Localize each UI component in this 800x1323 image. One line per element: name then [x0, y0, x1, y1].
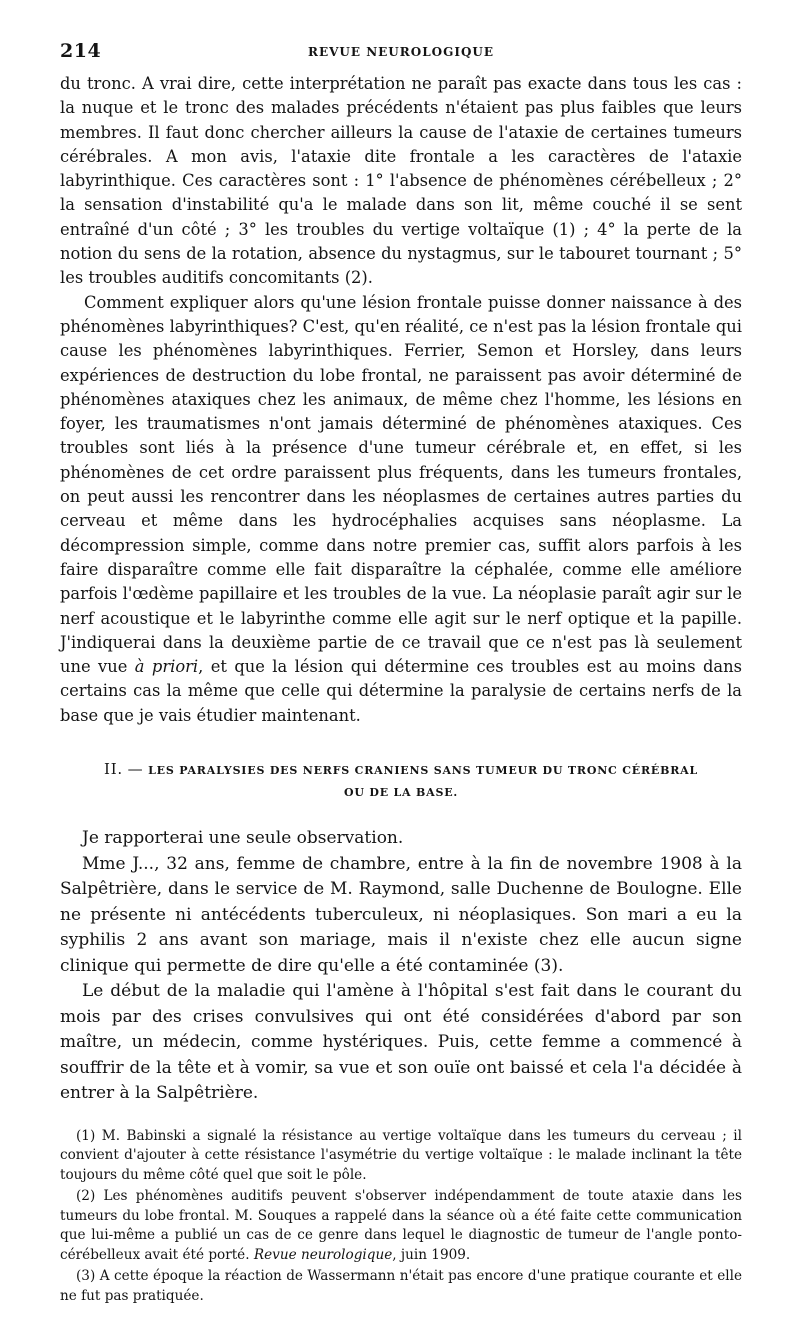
section-title-line-1: LES PARALYSIES DES NERFS CRANIENS SANS TUMEUR DU TRONC CÉRÉBRAL: [148, 764, 699, 778]
paragraph-text-end: , et que la lésion qui détermine ces troubles est au moins dans certains cas la même que celle qui détermine la paralysie de certains nerfs de la base que je vais étudier maintenant.: [60, 657, 742, 725]
paragraph-labyrinthine-explanation: [60, 291, 742, 728]
page-header: [60, 40, 742, 66]
page-number: 214: [60, 40, 102, 62]
body-text: [60, 72, 742, 728]
footnotes: [60, 1127, 742, 1307]
footnote-2: [60, 1187, 742, 1265]
page: [60, 40, 742, 1306]
running-head: REVUE NEUROLOGIQUE: [307, 45, 495, 59]
section-heading: [60, 758, 742, 804]
footnote-1: (1) M. Babinski a signalé la résistance au vertige voltaïque dans les tumeurs du cerveau ; il convient d'ajouter à cette résistance l'asymétrie du vertige voltaïque : le malade inclinant la tête toujours du même côté quel que soit le pôle.: [60, 1127, 742, 1183]
section-heading-line-1: [60, 758, 742, 782]
paragraph-text-start: Comment expliquer alors qu'une lésion frontale puisse donner naissance à des phénomènes labyrinthiques? C'est, qu'en réalité, ce n'est pas la lésion frontale qui cause les phénomènes labyrinthiques. Ferrier, Semon et Horsley, dans leurs expériences de destruction du lobe frontal, ne paraissent pas avoir déterminé de phénomènes ataxiques chez les animaux, de même chez l'homme, les lésions en foyer, les traumatismes n'ont jamais déterminé de phénomènes ataxiques. Ces troubles sont liés à la présence d'une tumeur cérébrale et, en effet, si les phénomènes de cet ordre paraissent plus fréquents, dans les tumeurs frontales, on peut aussi les rencontrer dans les néoplasmes de certaines autres parties du cerveau et même dans les hydrocéphalies acquises sans néoplasme. La décompression simple, comme dans notre premier cas, suffit alors parfois à les faire disparaître comme elle fait disparaître la céphalée, comme elle améliore parfois l'œdème papillaire et les troubles de la vue. La néoplasie paraît agir sur le nerf acoustique et le labyrinthe comme elle agit sur le nerf optique et la papille. J'indiquerai dans la deuxième partie de ce travail que ce n'est pas là seulement une vue: [60, 292, 742, 677]
footnote-2-text: (2) Les phénomènes auditifs peuvent s'observer indépendamment de toute ataxie dans les tumeurs du lobe frontal. M. Souques a rappelé dans la séance où a été faite cette communication que lui-même a publié un cas de ce genre dans lequel le diagnostic de tumeur de l'angle ponto-cérébelleux avait été porté.: [60, 1188, 742, 1263]
paragraph-continuation: du tronc. A vrai dire, cette interprétation ne paraît pas exacte dans tous les cas : la nuque et le tronc des malades précédents n'étaient pas plus faibles que leurs membres. Il faut donc chercher ailleurs la cause de l'ataxie de certaines tumeurs cérébrales. A mon avis, l'ataxie dite frontale a les caractères de l'ataxie labyrinthique. Ces caractères sont : 1° l'absence de phénomènes cérébelleux ; 2° la sensation d'instabilité qu'a le malade dans son lit, même couché il se sent entraîné d'un côté ; 3° les troubles du vertige voltaïque (1) ; 4° la perte de la notion du sens de la rotation, absence du nystagmus, sur le tabouret tournant ; 5° les troubles auditifs concomitants (2).: [60, 74, 742, 288]
italic-a-priori: à priori: [134, 657, 199, 677]
paragraph-observation-intro: Je rapporterai une seule observation.: [82, 828, 404, 849]
section-body: [60, 826, 742, 1107]
section-dash: —: [127, 760, 144, 779]
footnote-2-journal: Revue neurologique: [253, 1246, 393, 1263]
paragraph-disease-onset: Le début de la maladie qui l'amène à l'hôpital s'est fait dans le courant du mois par des crises convulsives qui ont été considérées d'abord par son maître, un médecin, comme hystériques. Puis, cette femme a commencé à souffrir de la tête et à vomir, sa vue et son ouïe ont baissé et cela l'a décidée à entrer à la Salpêtrière.: [60, 981, 742, 1104]
footnote-3: (3) A cette époque la réaction de Wassermann n'était pas encore d'une pratique courante et elle ne fut pas pratiquée.: [60, 1268, 742, 1304]
paragraph-patient-history: Mme J..., 32 ans, femme de chambre, entre à la fin de novembre 1908 à la Salpêtrière, dans le service de M. Raymond, salle Duchenne de Boulogne. Elle ne présente ni antécédents tuberculeux, ni néoplasiques. Son mari a eu la syphilis 2 ans avant son mariage, mais il n'existe chez elle aucun signe clinique qui permette de dire qu'elle a été contaminée (3).: [60, 853, 742, 976]
section-number: II.: [103, 760, 124, 779]
section-title-line-2: OU DE LA BASE.: [343, 786, 459, 800]
footnote-2-date: , juin 1909.: [392, 1246, 471, 1263]
